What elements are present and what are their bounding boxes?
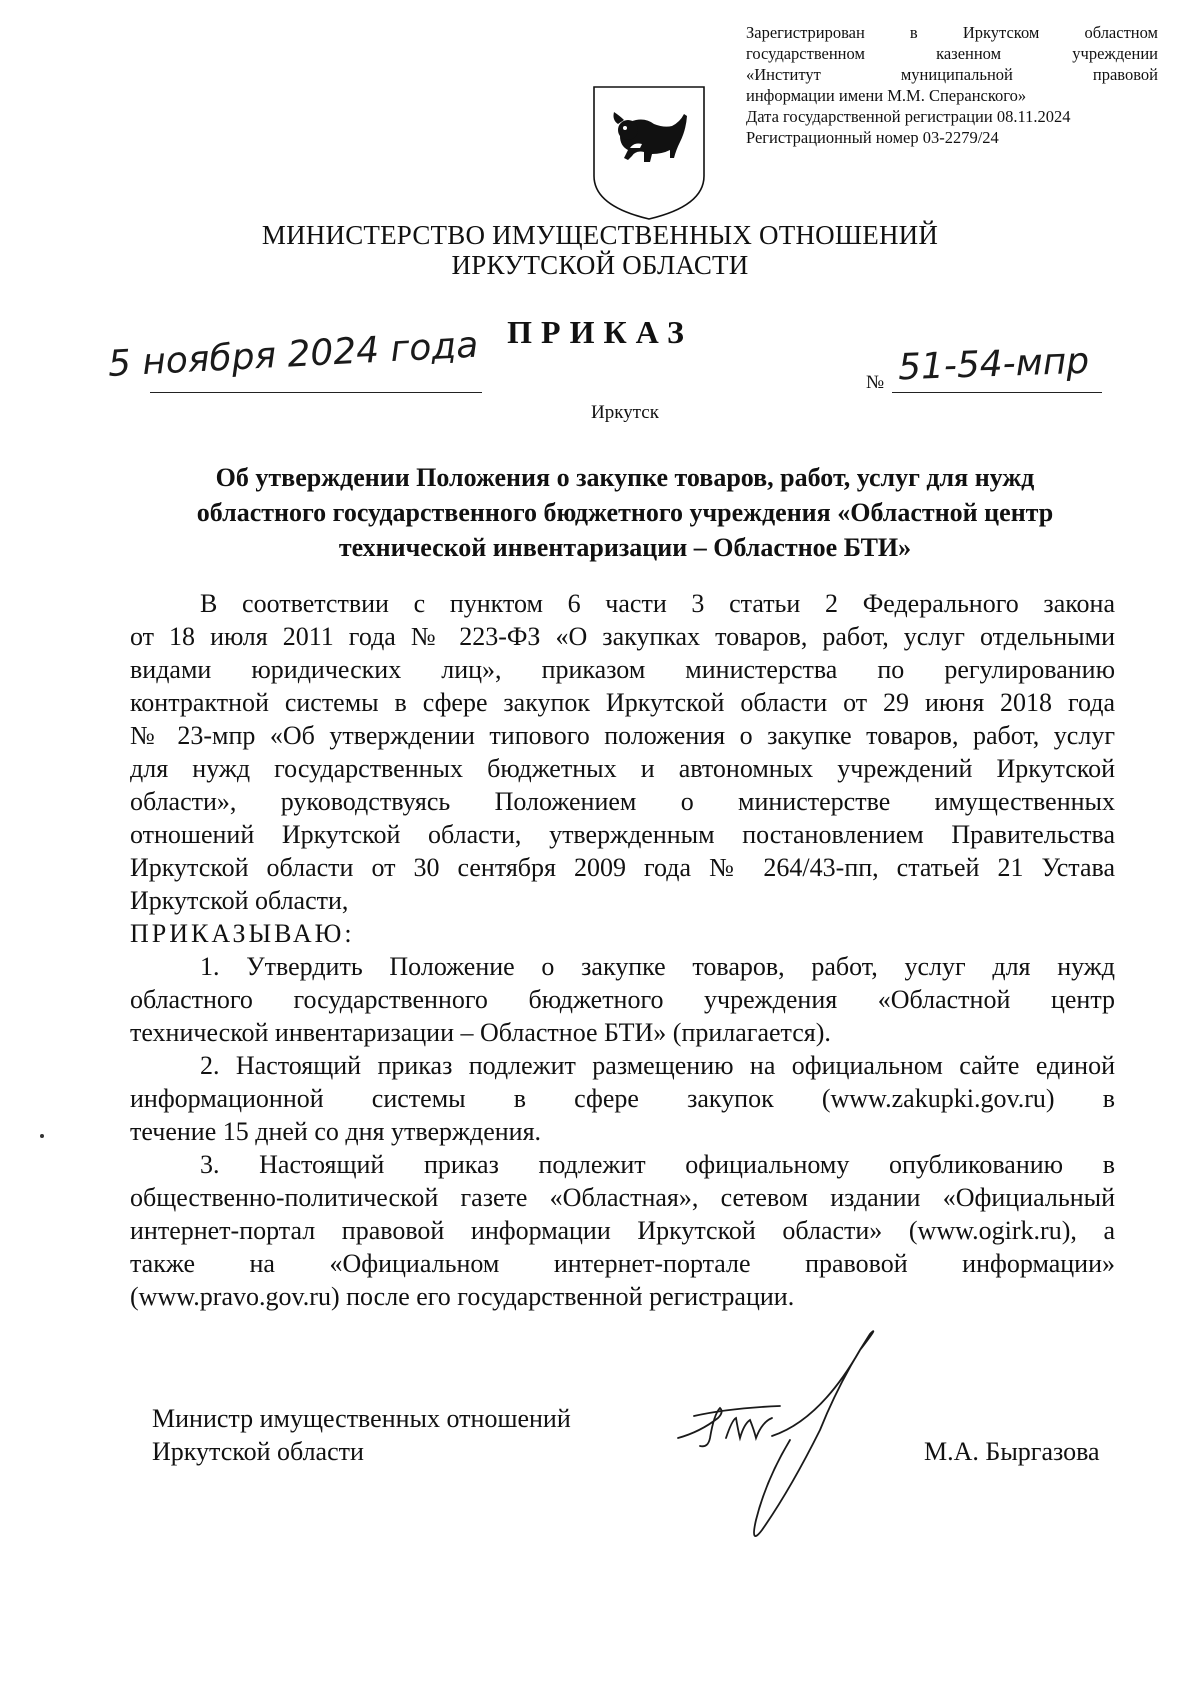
date-underline [150,392,482,393]
margin-dot [40,1134,44,1138]
registration-line: Дата государственной регистрации 08.11.2024 [746,107,1071,126]
item-3-line: 3. Настоящий приказ подлежит официальному опубликованию в [200,1150,1115,1179]
position-line: Министр имущественных отношений [152,1404,571,1433]
body-line: отношений Иркутской области, утвержденным постановлением Правительства [130,820,1115,849]
registration-line: Регистрационный номер 03-2279/24 [746,128,999,147]
item-3-line: также на «Официальном интернет-портале правовой информации» [130,1249,1115,1278]
document-type: ПРИКАЗ [507,314,693,350]
title-line: областного государственного бюджетного учреждения «Областной центр [196,498,1054,527]
coat-of-arms-icon [590,84,708,222]
item-3-line: (www.pravo.gov.ru) после его государственной регистрации. [130,1282,795,1311]
ministry-name-line1: МИНИСТЕРСТВО ИМУЩЕСТВЕННЫХ ОТНОШЕНИЙ [261,220,939,250]
body-line: Иркутской области от 30 сентября 2009 года № 264/43-пп, статьей 21 Устава [130,853,1115,882]
body-line: видами юридических лиц», приказом министерства по регулированию [130,655,1115,684]
order-word: ПРИКАЗЫВАЮ: [130,919,355,948]
title-line: Об утверждении Положения о закупке товаров, работ, услуг для нужд [215,463,1035,492]
registration-line: «Институт муниципальной правовой [746,65,1158,84]
item-2-line: информационной системы в сфере закупок (www.zakupki.gov.ru) в [130,1084,1115,1113]
body-line: В соответствии с пунктом 6 части 3 статьи 2 Федерального закона [200,589,1115,618]
title-line: технической инвентаризации – Областное БТИ» [338,533,912,562]
item-1-line: областного государственного бюджетного учреждения «Областной центр [130,985,1115,1014]
item-3-line: интернет-портал правовой информации Иркутской области» (www.ogirk.ru), а [130,1216,1115,1245]
city: Иркутск [591,402,659,423]
registration-block [746,22,1158,148]
body-line: Иркутской области, [130,886,349,915]
date-handwritten: 5 ноября 2024 года [106,324,480,385]
item-1-line: 1. Утвердить Положение о закупке товаров, работ, услуг для нужд [200,952,1115,981]
item-2-line: течение 15 дней со дня утверждения. [130,1117,542,1146]
position-line: Иркутской области [152,1437,364,1466]
item-2-line: 2. Настоящий приказ подлежит размещению на официальном сайте единой [200,1051,1115,1080]
body-line: для нужд государственных бюджетных и автономных учреждений Иркутской [130,754,1115,783]
body-line: № 23-мпр «Об утверждении типового положения о закупке товаров, работ, услуг [130,721,1115,750]
document-title [140,460,1110,565]
registration-line: Зарегистрирован в Иркутском областном [746,23,1158,42]
signatory-position [152,1402,571,1468]
document-body [130,587,1115,1313]
body-line: контрактной системы в сфере закупок Иркутской области от 29 июня 2018 года [130,688,1115,717]
item-3-line: общественно-политической газете «Областная», сетевом издании «Официальный [130,1183,1115,1212]
body-line: области», руководствуясь Положением о министерстве имущественных [130,787,1115,816]
item-1-line: технической инвентаризации – Областное БТИ» (прилагается). [130,1018,831,1047]
registration-line: государственном казенном учреждении [746,44,1158,63]
registration-line: информации имени М.М. Сперанского» [746,86,1027,105]
ministry-name-line2: ИРКУТСКОЙ ОБЛАСТИ [451,250,749,280]
signatory-name: М.А. Быргазова [924,1437,1100,1466]
number-underline [892,392,1102,393]
handwritten-signature-icon [670,1320,900,1550]
body-line: от 18 июля 2011 года № 223-ФЗ «О закупках товаров, работ, услуг отдельными [130,622,1115,651]
number-handwritten: 51-54-мпр [897,340,1090,389]
number-sign: № [866,372,885,393]
